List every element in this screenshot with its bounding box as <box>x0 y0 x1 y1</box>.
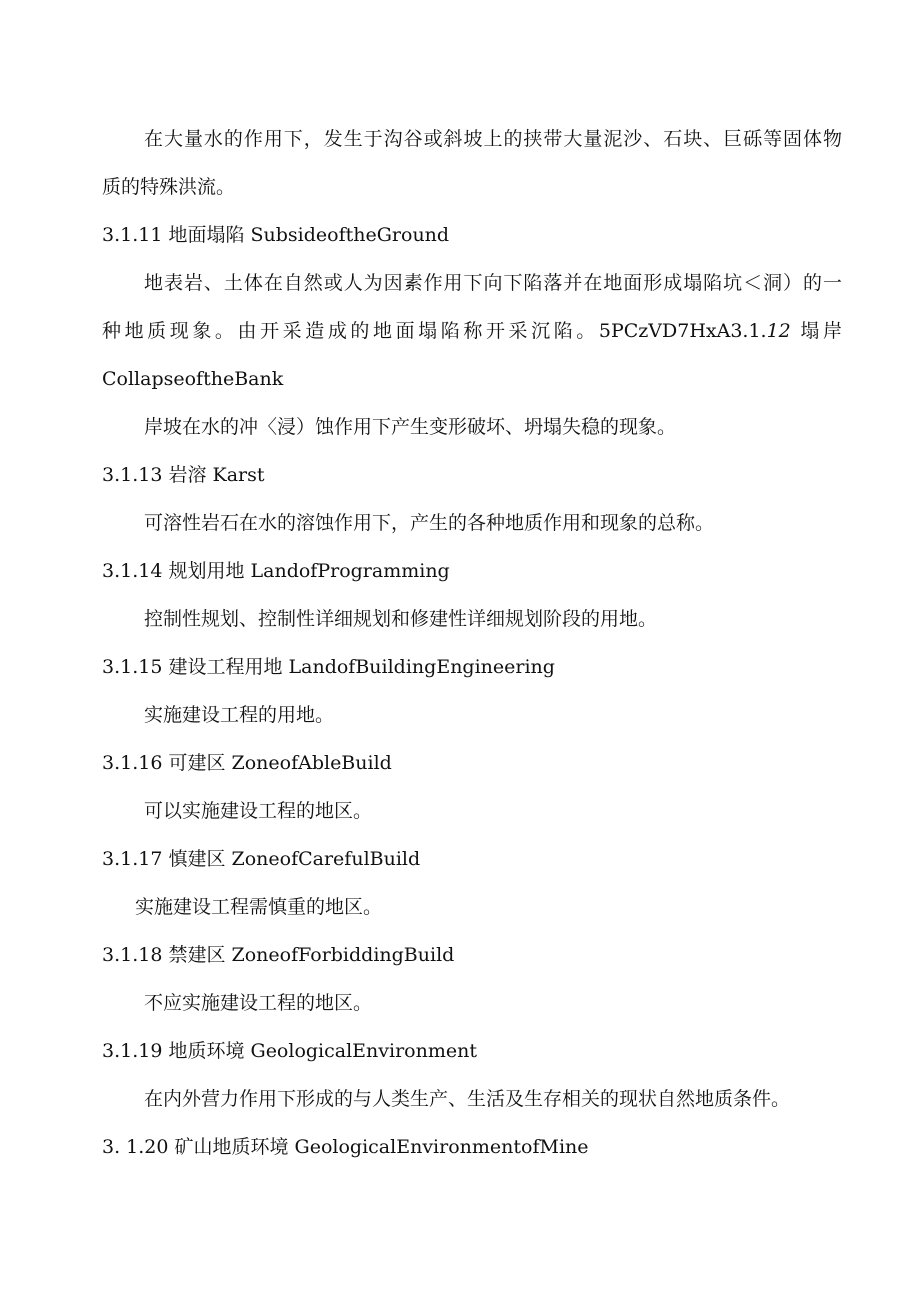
paragraph-line-mixed <box>102 319 842 343</box>
paragraph-line: 在大量水的作用下，发生于沟谷或斜坡上的挟带大量泥沙、石块、巨砾等固体物 <box>144 128 842 150</box>
paragraph-line: 实施建设工程需慎重的地区。 <box>135 896 383 918</box>
term-title: 塌岸 <box>790 320 842 342</box>
term-heading: 3.1.14 规划用地 LandofProgramming <box>102 560 450 582</box>
term-heading: 3.1.15 建设工程用地 LandofBuildingEngineering <box>102 656 555 678</box>
term-heading: 3.1.17 慎建区 ZoneofCarefulBuild <box>102 848 421 870</box>
term-english: CollapseoftheBank <box>102 368 284 390</box>
paragraph-line: 岸坡在水的冲〈浸）蚀作用下产生变形破坏、坍塌失稳的现象。 <box>144 416 677 438</box>
term-heading: 3.1.16 可建区 ZoneofAbleBuild <box>102 752 392 774</box>
paragraph-line: 控制性规划、控制性详细规划和修建性详细规划阶段的用地。 <box>144 608 658 630</box>
term-number-italic: 12 <box>766 320 791 342</box>
term-heading: 3.1.13 岩溶 Karst <box>102 464 265 486</box>
term-heading: 3.1.19 地质环境 GeologicalEnvironment <box>102 1040 477 1062</box>
term-heading: 3. 1.20 矿山地质环境 GeologicalEnvironmentofMine <box>102 1136 589 1158</box>
paragraph-line: 可以实施建设工程的地区。 <box>144 800 373 822</box>
paragraph-line: 在内外营力作用下形成的与人类生产、生活及生存相关的现状自然地质条件。 <box>144 1088 791 1110</box>
paragraph-line: 不应实施建设工程的地区。 <box>144 992 373 1014</box>
paragraph-line: 实施建设工程的用地。 <box>144 704 335 726</box>
paragraph-line: 质的特殊洪流。 <box>102 176 236 198</box>
paragraph-text: 种地质现象。由开采造成的地面塌陷称开采沉陷。5PCzVD7HxA3.1. <box>102 320 767 342</box>
paragraph-line: 地表岩、土体在自然或人为因素作用下向下陷落并在地面形成塌陷坑＜洞）的一 <box>144 272 842 294</box>
term-heading: 3.1.18 禁建区 ZoneofForbiddingBuild <box>102 944 455 966</box>
term-heading: 3.1.11 地面塌陷 SubsideoftheGround <box>102 224 450 246</box>
paragraph-line: 可溶性岩石在水的溶蚀作用下，产生的各种地质作用和现象的总称。 <box>144 512 715 534</box>
